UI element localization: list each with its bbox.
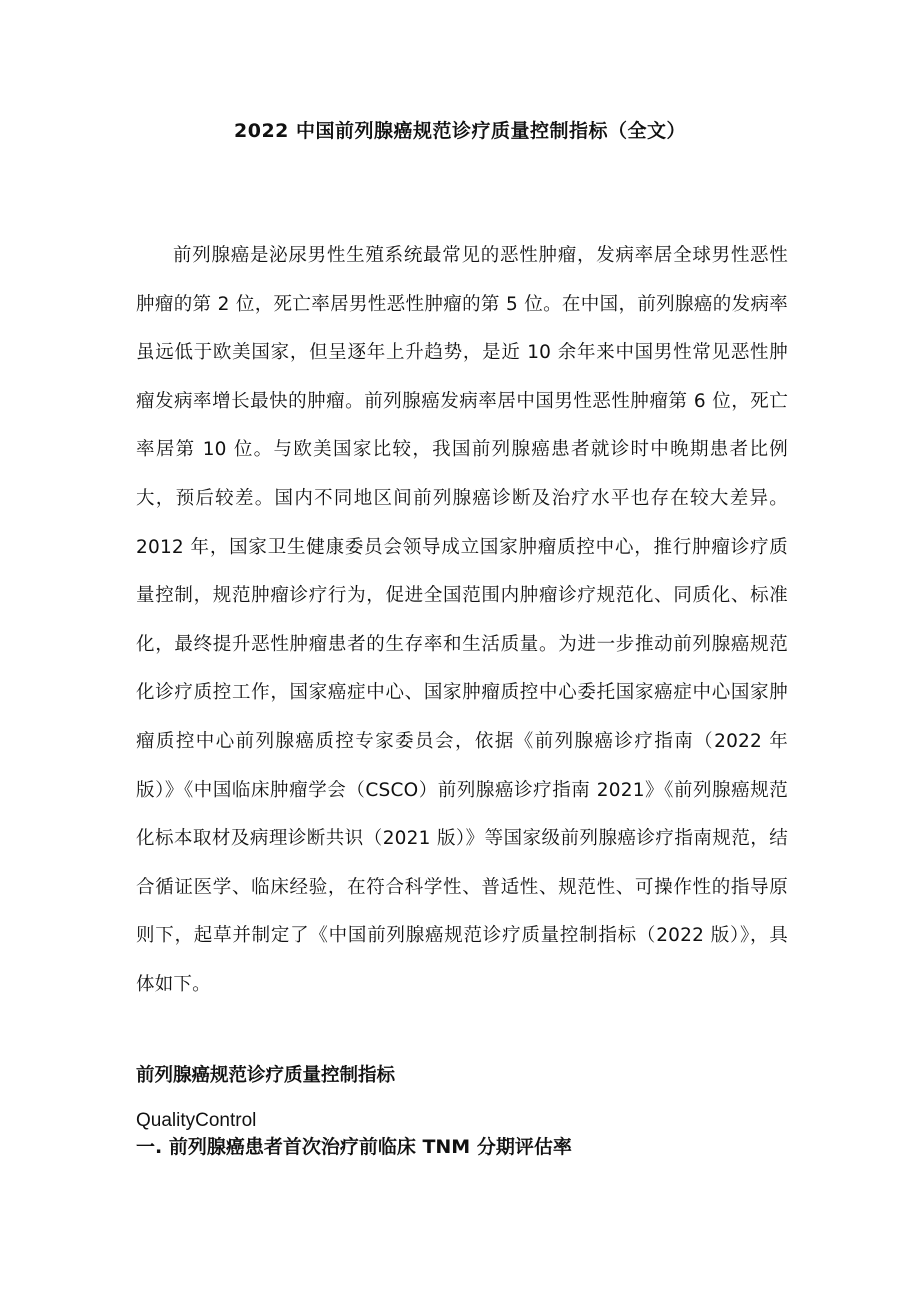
intro-paragraph: 前列腺癌是泌尿男性生殖系统最常见的恶性肿瘤，发病率居全球男性恶性肿瘤的第 2 位，死亡率居男性恶性肿瘤的第 5 位。在中国，前列腺癌的发病率虽远低于欧美国家，但呈逐年上升趋势，是近 10 余年来中国男性常见恶性肿瘤发病率增长最快的肿瘤。前列腺癌发病率居中国男性恶性肿瘤第 6 位，死亡率居第 10 位。与欧美国家比较，我国前列腺癌患者就诊时中晚期患者比例大，预后较差。国内不同地区间前列腺癌诊断及治疗水平也存在较大差异。2012 年，国家卫生健康委员会领导成立国家肿瘤质控中心，推行肿瘤诊疗质量控制，规范肿瘤诊疗行为，促进全国范围内肿瘤诊疗规范化、同质化、标准化，最终提升恶性肿瘤患者的生存率和生活质量。为进一步推动前列腺癌规范化诊疗质控工作，国家癌症中心、国家肿瘤质控中心委托国家癌症中心国家肿瘤质控中心前列腺癌质控专家委员会，依据《前列腺癌诊疗指南（2022 年版）》《中国临床肿瘤学会（CSCO）前列腺癌诊疗指南 2021》《前列腺癌规范化标本取材及病理诊断共识（2021 版）》等国家级前列腺癌诊疗指南规范，结合循证医学、临床经验，在符合科学性、普适性、规范性、可操作性的指导原则下，起草并制定了《中国前列腺癌规范诊疗质量控制指标（2022 版）》，具体如下。: [136, 245, 789, 995]
first-item-heading: 一. 前列腺癌患者首次治疗前临床 TNM 分期评估率: [136, 1136, 572, 1158]
document-title: 2022 中国前列腺癌规范诊疗质量控制指标（全文）: [234, 120, 686, 142]
section-heading: 前列腺癌规范诊疗质量控制指标: [136, 1065, 396, 1086]
section-subheading: QualityControl: [136, 1110, 257, 1131]
